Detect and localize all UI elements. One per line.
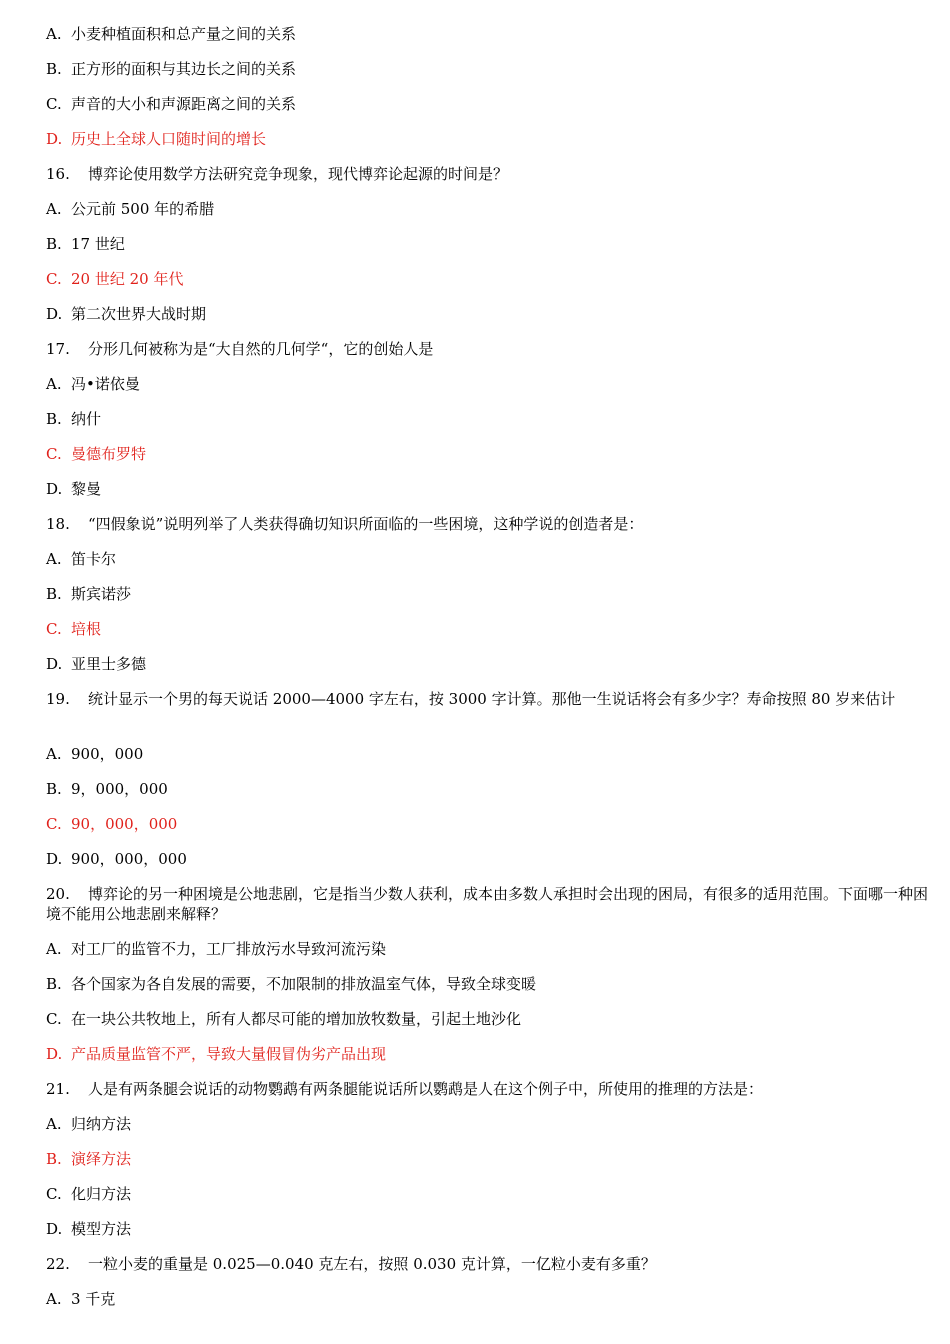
- question-20: 20. 博弈论的另一种困境是公地悲剧，它是指当少数人获利，成本由多数人承担时会出现的困局，有很多的适用范围。下面哪一种困境不能用公地悲剧来解释？: [46, 885, 929, 923]
- option-c-answer: C. 培根: [46, 620, 102, 638]
- option-a: A. 900，000: [46, 745, 144, 763]
- option-d: D. 第二次世界大战时期: [46, 305, 207, 323]
- option-b: B. 9，000，000: [46, 780, 168, 798]
- option-c-answer: C. 20 世纪 20 年代: [46, 270, 184, 288]
- option-a: A. 公元前 500 年的希腊: [46, 200, 215, 218]
- option-a: A. 冯•诺依曼: [46, 375, 140, 393]
- option-b-answer: B. 演绎方法: [46, 1150, 132, 1168]
- option-d: D. 亚里士多德: [46, 655, 147, 673]
- option-d-answer: D. 产品质量监管不严，导致大量假冒伪劣产品出现: [46, 1045, 387, 1063]
- question-18: 18. “四假象说”说明列举了人类获得确切知识所面临的一些困境，这种学说的创造者是：: [46, 515, 644, 533]
- option-a: A. 小麦种植面积和总产量之间的关系: [46, 25, 297, 43]
- option-d: D. 黎曼: [46, 480, 102, 498]
- option-c: C. 在一块公共牧地上，所有人都尽可能的增加放牧数量，引起土地沙化: [46, 1010, 522, 1028]
- option-d: D. 模型方法: [46, 1220, 132, 1238]
- option-c-answer: C. 曼德布罗特: [46, 445, 147, 463]
- option-c-answer: C. 90，000，000: [46, 815, 178, 833]
- option-a: A. 归纳方法: [46, 1115, 132, 1133]
- option-b: B. 17 世纪: [46, 235, 125, 253]
- question-21: 21. 人是有两条腿会说话的动物鹦鹉有两条腿能说话所以鹦鹉是人在这个例子中，所使用的推理的方法是：: [46, 1080, 764, 1098]
- question-17: 17. 分形几何被称为是“大自然的几何学“，它的创始人是: [46, 340, 434, 358]
- option-c: C. 声音的大小和声源距离之间的关系: [46, 95, 297, 113]
- question-19: 19. 统计显示一个男的每天说话 2000—4000 字左右，按 3000 字计算。那他一生说话将会有多少字？寿命按照 80 岁来估计: [46, 690, 896, 708]
- option-a: A. 3 千克: [46, 1290, 116, 1308]
- option-a: A. 笛卡尔: [46, 550, 117, 568]
- question-22: 22. 一粒小麦的重量是 0.025—0.040 克左右，按照 0.030 克计算，一亿粒小麦有多重？: [46, 1255, 656, 1273]
- option-b: B. 斯宾诺莎: [46, 585, 132, 603]
- option-c: C. 化归方法: [46, 1185, 132, 1203]
- option-b: B. 纳什: [46, 410, 102, 428]
- option-d: D. 900，000，000: [46, 850, 187, 868]
- question-16: 16. 博弈论使用数学方法研究竞争现象，现代博弈论起源的时间是？: [46, 165, 509, 183]
- option-b: B. 各个国家为各自发展的需要，不加限制的排放温室气体，导致全球变暖: [46, 975, 537, 993]
- option-d-answer: D. 历史上全球人口随时间的增长: [46, 130, 267, 148]
- option-a: A. 对工厂的监管不力，工厂排放污水导致河流污染: [46, 940, 387, 958]
- option-b: B. 正方形的面积与其边长之间的关系: [46, 60, 297, 78]
